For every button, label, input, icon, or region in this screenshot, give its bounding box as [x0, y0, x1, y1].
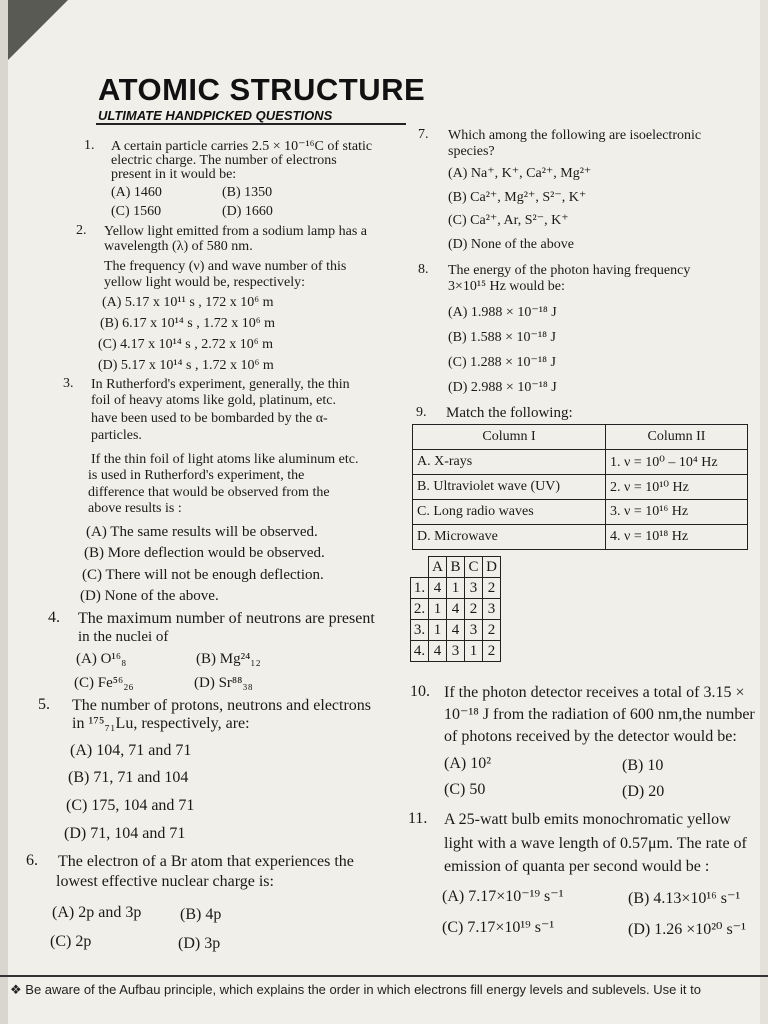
option-c: (C) Fe⁵⁶₂₆ — [74, 675, 134, 691]
bullet-icon: ❖ — [10, 982, 22, 997]
grid-cell: 3 — [483, 599, 501, 620]
option-a: (A) 10² — [444, 755, 492, 772]
option-b: (B) Mg²⁴₁₂ — [196, 651, 261, 667]
grid-row-label: 2. — [411, 599, 429, 620]
page-edge — [760, 0, 768, 1024]
option-d: (D) 5.17 x 10¹⁴ s , 1.72 x 10⁶ m — [98, 358, 274, 373]
page-title: ATOMIC STRUCTURE — [98, 72, 426, 107]
option-a: (A) Na⁺, K⁺, Ca²⁺, Mg²⁺ — [448, 166, 592, 181]
option-a: (A) 5.17 x 10¹¹ s , 172 x 10⁶ m — [102, 295, 274, 310]
question-text: particles. — [91, 428, 142, 443]
grid-header-cell: C — [465, 557, 483, 578]
option-c: (C) 4.17 x 10¹⁴ s , 2.72 x 10⁶ m — [98, 337, 273, 352]
table-cell: 1. ν = 10⁰ – 10⁴ Hz — [606, 450, 748, 475]
grid-cell: 1 — [465, 641, 483, 662]
question-text: Which among the following are isoelectronic — [448, 128, 702, 143]
grid-row-label: 1. — [411, 578, 429, 599]
option-b: (B) 71, 71 and 104 — [68, 769, 189, 786]
question-text: A certain particle carries 2.5 × 10⁻¹⁶C of static — [111, 139, 373, 154]
question-text: 3×10¹⁵ Hz would be: — [448, 279, 565, 294]
option-c: (C) 50 — [444, 781, 486, 798]
option-c: (C) 2p — [50, 933, 92, 950]
option-b: (B) Ca²⁺, Mg²⁺, S²⁻, K⁺ — [448, 190, 587, 205]
question-number: 7. — [418, 127, 429, 142]
table-header-cell: Column I — [413, 425, 606, 450]
question-text: The energy of the photon having frequency — [448, 263, 691, 278]
table-cell: 4. ν = 10¹⁸ Hz — [606, 525, 748, 550]
table-cell: B. Ultraviolet wave (UV) — [413, 475, 606, 500]
option-d: (D) None of the above. — [80, 588, 219, 604]
footer-divider — [0, 975, 768, 977]
option-a: (A) 2p and 3p — [52, 904, 142, 921]
grid-cell: 2 — [483, 620, 501, 641]
option-a: (A) 104, 71 and 71 — [70, 742, 192, 759]
grid-cell: 4 — [429, 578, 447, 599]
question-text: yellow light would be, respectively: — [104, 275, 306, 290]
table-cell: D. Microwave — [413, 525, 606, 550]
grid-row — [411, 599, 501, 620]
question-number: 8. — [418, 262, 429, 277]
question-text: The number of protons, neutrons and electrons — [72, 697, 372, 714]
question-text: electric charge. The number of electrons — [111, 153, 337, 168]
option-d: (D) Sr⁸⁸₃₈ — [194, 675, 253, 691]
question-text: If the photon detector receives a total of 3.15 × — [444, 684, 745, 701]
question-text: above results is : — [88, 501, 182, 516]
table-cell: C. Long radio waves — [413, 500, 606, 525]
option-a: (A) 1460 — [111, 185, 162, 200]
option-b: (B) 1350 — [222, 185, 273, 200]
question-number: 10. — [410, 683, 430, 700]
grid-cell: 1 — [447, 578, 465, 599]
option-c: (C) 1.288 × 10⁻¹⁸ J — [448, 355, 556, 370]
option-c: (C) Ca²⁺, Ar, S²⁻, K⁺ — [448, 213, 569, 228]
grid-header-cell: D — [483, 557, 501, 578]
document-page — [8, 0, 768, 1024]
question-text: In Rutherford's experiment, generally, the thin — [91, 377, 350, 392]
table-cell: A. X-rays — [413, 450, 606, 475]
grid-cell: 4 — [429, 641, 447, 662]
question-number: 3. — [63, 376, 74, 391]
grid-cell: 4 — [447, 620, 465, 641]
option-c: (C) There will not be enough deflection. — [82, 567, 324, 583]
question-text: The electron of a Br atom that experiences the — [58, 853, 354, 870]
question-text: have been used to be bombarded by the α- — [91, 411, 328, 426]
table-row — [413, 475, 748, 500]
title-divider — [96, 123, 406, 125]
grid-header-cell: A — [429, 557, 447, 578]
option-d: (D) 3p — [178, 935, 221, 952]
question-text: The frequency (ν) and wave number of this — [104, 259, 347, 274]
option-c: (C) 175, 104 and 71 — [66, 797, 195, 814]
option-b: (B) 10 — [622, 757, 664, 774]
question-text: in ¹⁷⁵₇₁Lu, respectively, are: — [72, 715, 250, 732]
grid-header-row — [411, 557, 501, 578]
question-number: 9. — [416, 405, 427, 420]
question-text: is used in Rutherford's experiment, the — [88, 468, 305, 483]
question-text: A 25-watt bulb emits monochromatic yellow — [444, 811, 731, 828]
question-text: If the thin foil of light atoms like aluminum etc. — [91, 452, 359, 467]
question-text: 10⁻¹⁸ J from the radiation of 600 nm,the number — [444, 706, 755, 723]
question-number: 6. — [26, 852, 38, 869]
option-b: (B) 4.13×10¹⁶ s⁻¹ — [628, 890, 741, 907]
question-number: 2. — [76, 223, 87, 238]
question-text: present in it would be: — [111, 167, 237, 182]
question-text: in the nuclei of — [78, 629, 169, 645]
question-number: 4. — [48, 609, 60, 626]
option-b: (B) 1.588 × 10⁻¹⁸ J — [448, 330, 556, 345]
question-number: 11. — [408, 810, 428, 827]
question-number: 1. — [84, 138, 95, 153]
grid-row-label: 3. — [411, 620, 429, 641]
option-b: (B) More deflection would be observed. — [84, 545, 325, 561]
page-corner-shadow — [8, 0, 68, 60]
question-text: foil of heavy atoms like gold, platinum, etc. — [91, 393, 336, 408]
question-text: emission of quanta per second would be : — [444, 858, 710, 875]
question-number: 5. — [38, 696, 50, 713]
grid-row-label: 4. — [411, 641, 429, 662]
table-header-cell: Column II — [606, 425, 748, 450]
question-text: light with a wave length of 0.57μm. The rate of — [444, 835, 747, 852]
grid-header-cell: B — [447, 557, 465, 578]
question-text: Match the following: — [446, 405, 573, 421]
match-table — [412, 424, 748, 550]
page-subtitle: ULTIMATE HANDPICKED QUESTIONS — [98, 108, 333, 123]
grid-cell: 2 — [483, 578, 501, 599]
question-text: difference that would be observed from the — [88, 485, 330, 500]
grid-cell: 3 — [447, 641, 465, 662]
table-cell: 2. ν = 10¹⁰ Hz — [606, 475, 748, 500]
table-row — [413, 450, 748, 475]
option-d: (D) 20 — [622, 783, 665, 800]
option-a: (A) O¹⁶₈ — [76, 651, 127, 667]
grid-cell: 3 — [465, 578, 483, 599]
table-row — [413, 525, 748, 550]
grid-cell: 1 — [429, 599, 447, 620]
grid-cell: 2 — [483, 641, 501, 662]
option-d: (D) 2.988 × 10⁻¹⁸ J — [448, 380, 557, 395]
grid-cell: 4 — [447, 599, 465, 620]
footer-note — [10, 982, 701, 998]
option-a: (A) The same results will be observed. — [86, 524, 318, 540]
answer-grid — [410, 556, 501, 662]
grid-cell: 2 — [465, 599, 483, 620]
grid-row — [411, 578, 501, 599]
grid-cell: 1 — [429, 620, 447, 641]
option-a: (A) 7.17×10⁻¹⁹ s⁻¹ — [442, 888, 564, 905]
grid-cell: 3 — [465, 620, 483, 641]
option-d: (D) None of the above — [448, 237, 574, 252]
option-d: (D) 1660 — [222, 204, 273, 219]
question-text: lowest effective nuclear charge is: — [56, 873, 274, 890]
option-d: (D) 1.26 ×10²⁰ s⁻¹ — [628, 921, 746, 938]
grid-corner — [411, 557, 429, 578]
grid-row — [411, 620, 501, 641]
table-header-row — [413, 425, 748, 450]
question-text: The maximum number of neutrons are present — [78, 610, 375, 627]
question-text: of photons received by the detector would be: — [444, 728, 737, 745]
table-cell: 3. ν = 10¹⁶ Hz — [606, 500, 748, 525]
option-c: (C) 1560 — [111, 204, 162, 219]
grid-row — [411, 641, 501, 662]
table-row — [413, 500, 748, 525]
question-text: species? — [448, 144, 495, 159]
question-text: wavelength (λ) of 580 nm. — [104, 239, 253, 254]
footer-text: Be aware of the Aufbau principle, which explains the order in which electrons fill energy levels and sublevels. Use it to — [25, 982, 701, 997]
question-text: Yellow light emitted from a sodium lamp has a — [104, 224, 367, 239]
option-a: (A) 1.988 × 10⁻¹⁸ J — [448, 305, 557, 320]
option-d: (D) 71, 104 and 71 — [64, 825, 186, 842]
option-c: (C) 7.17×10¹⁹ s⁻¹ — [442, 919, 555, 936]
option-b: (B) 6.17 x 10¹⁴ s , 1.72 x 10⁶ m — [100, 316, 275, 331]
option-b: (B) 4p — [180, 906, 222, 923]
